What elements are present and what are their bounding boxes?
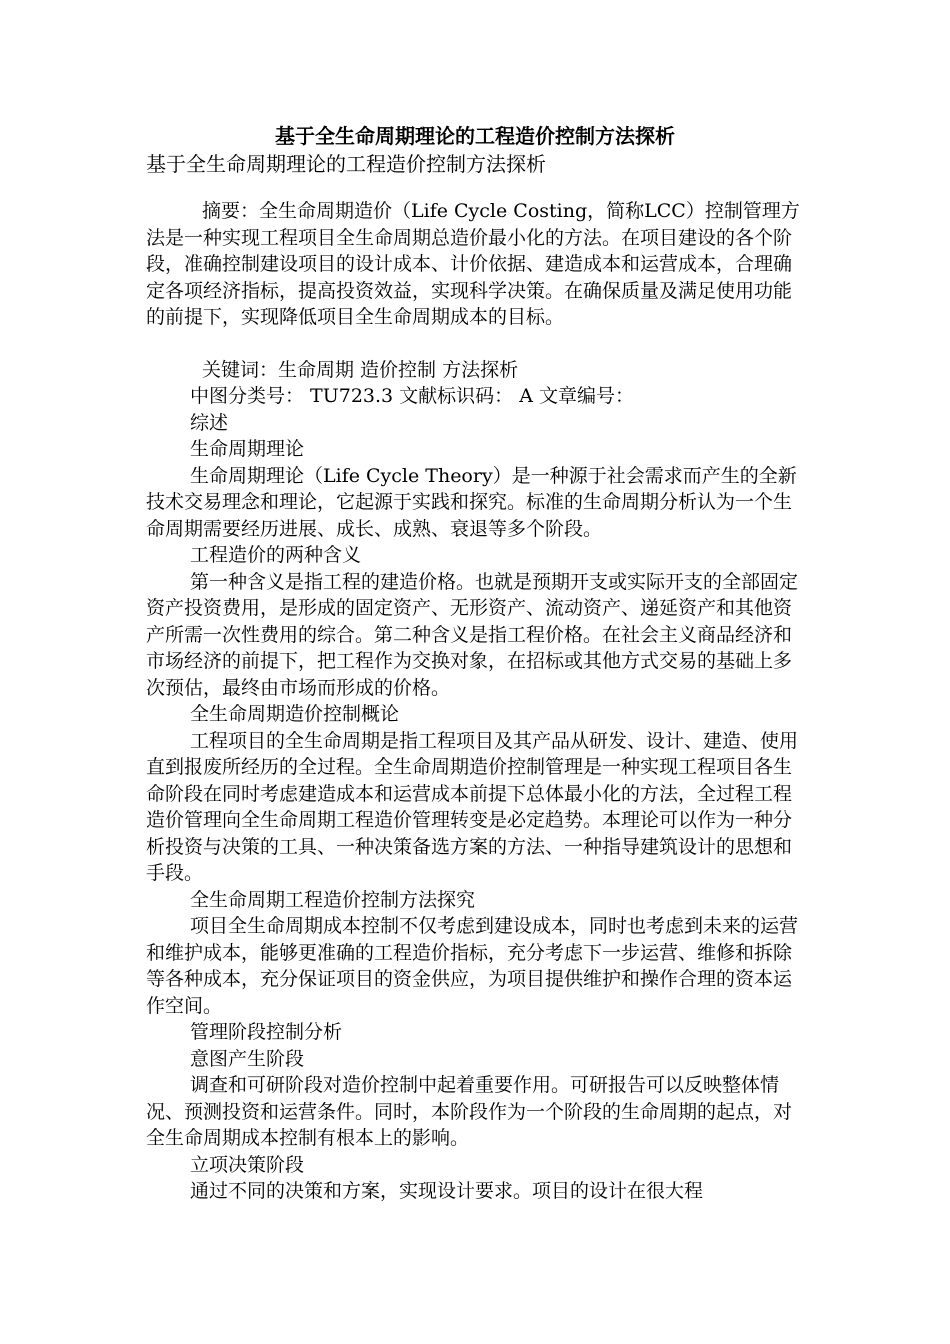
- body-paragraph: 项目全生命周期成本控制不仅考虑到建设成本，同时也考虑到未来的运营和维护成本，能够更准确的工程造价指标，充分考虑下一步运营、维修和拆除等各种成本，充分保证项目的资金供应，为项目提供维护和操作合理的资本运作空间。: [146, 915, 799, 1017]
- document-subtitle: 基于全生命周期理论的工程造价控制方法探析: [146, 152, 546, 176]
- document-body: [146, 198, 810, 1205]
- section-heading: 全生命周期工程造价控制方法探究: [190, 888, 476, 911]
- document-title: 基于全生命周期理论的工程造价控制方法探析: [275, 124, 675, 148]
- body-paragraph: 通过不同的决策和方案，实现设计要求。项目的设计在很大程: [190, 1180, 704, 1202]
- keywords-line: 关键词：生命周期 造价控制 方法探析: [202, 358, 519, 381]
- classification-line: 中图分类号： TU723.3 文献标识码： A 文章编号：: [190, 385, 634, 407]
- section-heading: 工程造价的两种含义: [190, 544, 362, 566]
- section-heading: 意图产生阶段: [190, 1047, 305, 1070]
- section-heading: 综述: [190, 411, 229, 434]
- section-heading: 立项决策阶段: [190, 1153, 305, 1176]
- section-heading: 管理阶段控制分析: [190, 1021, 343, 1043]
- body-paragraph: 生命周期理论（Life Cycle Theory）是一种源于社会需求而产生的全新技术交易理念和理论，它起源于实践和探究。标准的生命周期分析认为一个生命周期需要经历进展、成长、成熟、衰退等多个阶段。: [146, 464, 797, 540]
- body-paragraph: 调查和可研阶段对造价控制中起着重要作用。可研报告可以反映整体情况、预测投资和运营条件。同时，本阶段作为一个阶段的生命周期的起点，对全生命周期成本控制有根本上的影响。: [146, 1074, 793, 1149]
- body-paragraph: 第一种含义是指工程的建造价格。也就是预期开支或实际开支的全部固定资产投资费用，是形成的固定资产、无形资产、流动资产、递延资产和其他资产所需一次性费用的综合。第二种含义是指工程价格。在社会主义商品经济和市场经济的前提下，把工程作为交换对象，在招标或其他方式交易的基础上多次预估，最终由市场而形成的价格。: [146, 570, 799, 699]
- abstract-paragraph: 摘要：全生命周期造价（Life Cycle Costing，简称LCC）控制管理方法是一种实现工程项目全生命周期总造价最小化的方法。在项目建设的各个阶段，准确控制建设项目的设计成本、计价依据、建造成本和运营成本，合理确定各项经济指标，提高投资效益，实现科学决策。在确保质量及满足使用功能的前提下，实现降低项目全生命周期成本的目标。: [146, 200, 800, 328]
- body-paragraph: 工程项目的全生命周期是指工程项目及其产品从研发、设计、建造、使用直到报废所经历的全过程。全生命周期造价控制管理是一种实现工程项目各生命阶段在同时考虑建造成本和运营成本前提下总体最小化的方法，全过程工程造价管理向全生命周期工程造价管理转变是必定趋势。本理论可以作为一种分析投资与决策的工具、一种决策备选方案的方法、一种指导建筑设计的思想和手段。: [146, 729, 799, 884]
- section-heading: 全生命周期造价控制概论: [190, 703, 400, 725]
- section-heading: 生命周期理论: [190, 438, 305, 460]
